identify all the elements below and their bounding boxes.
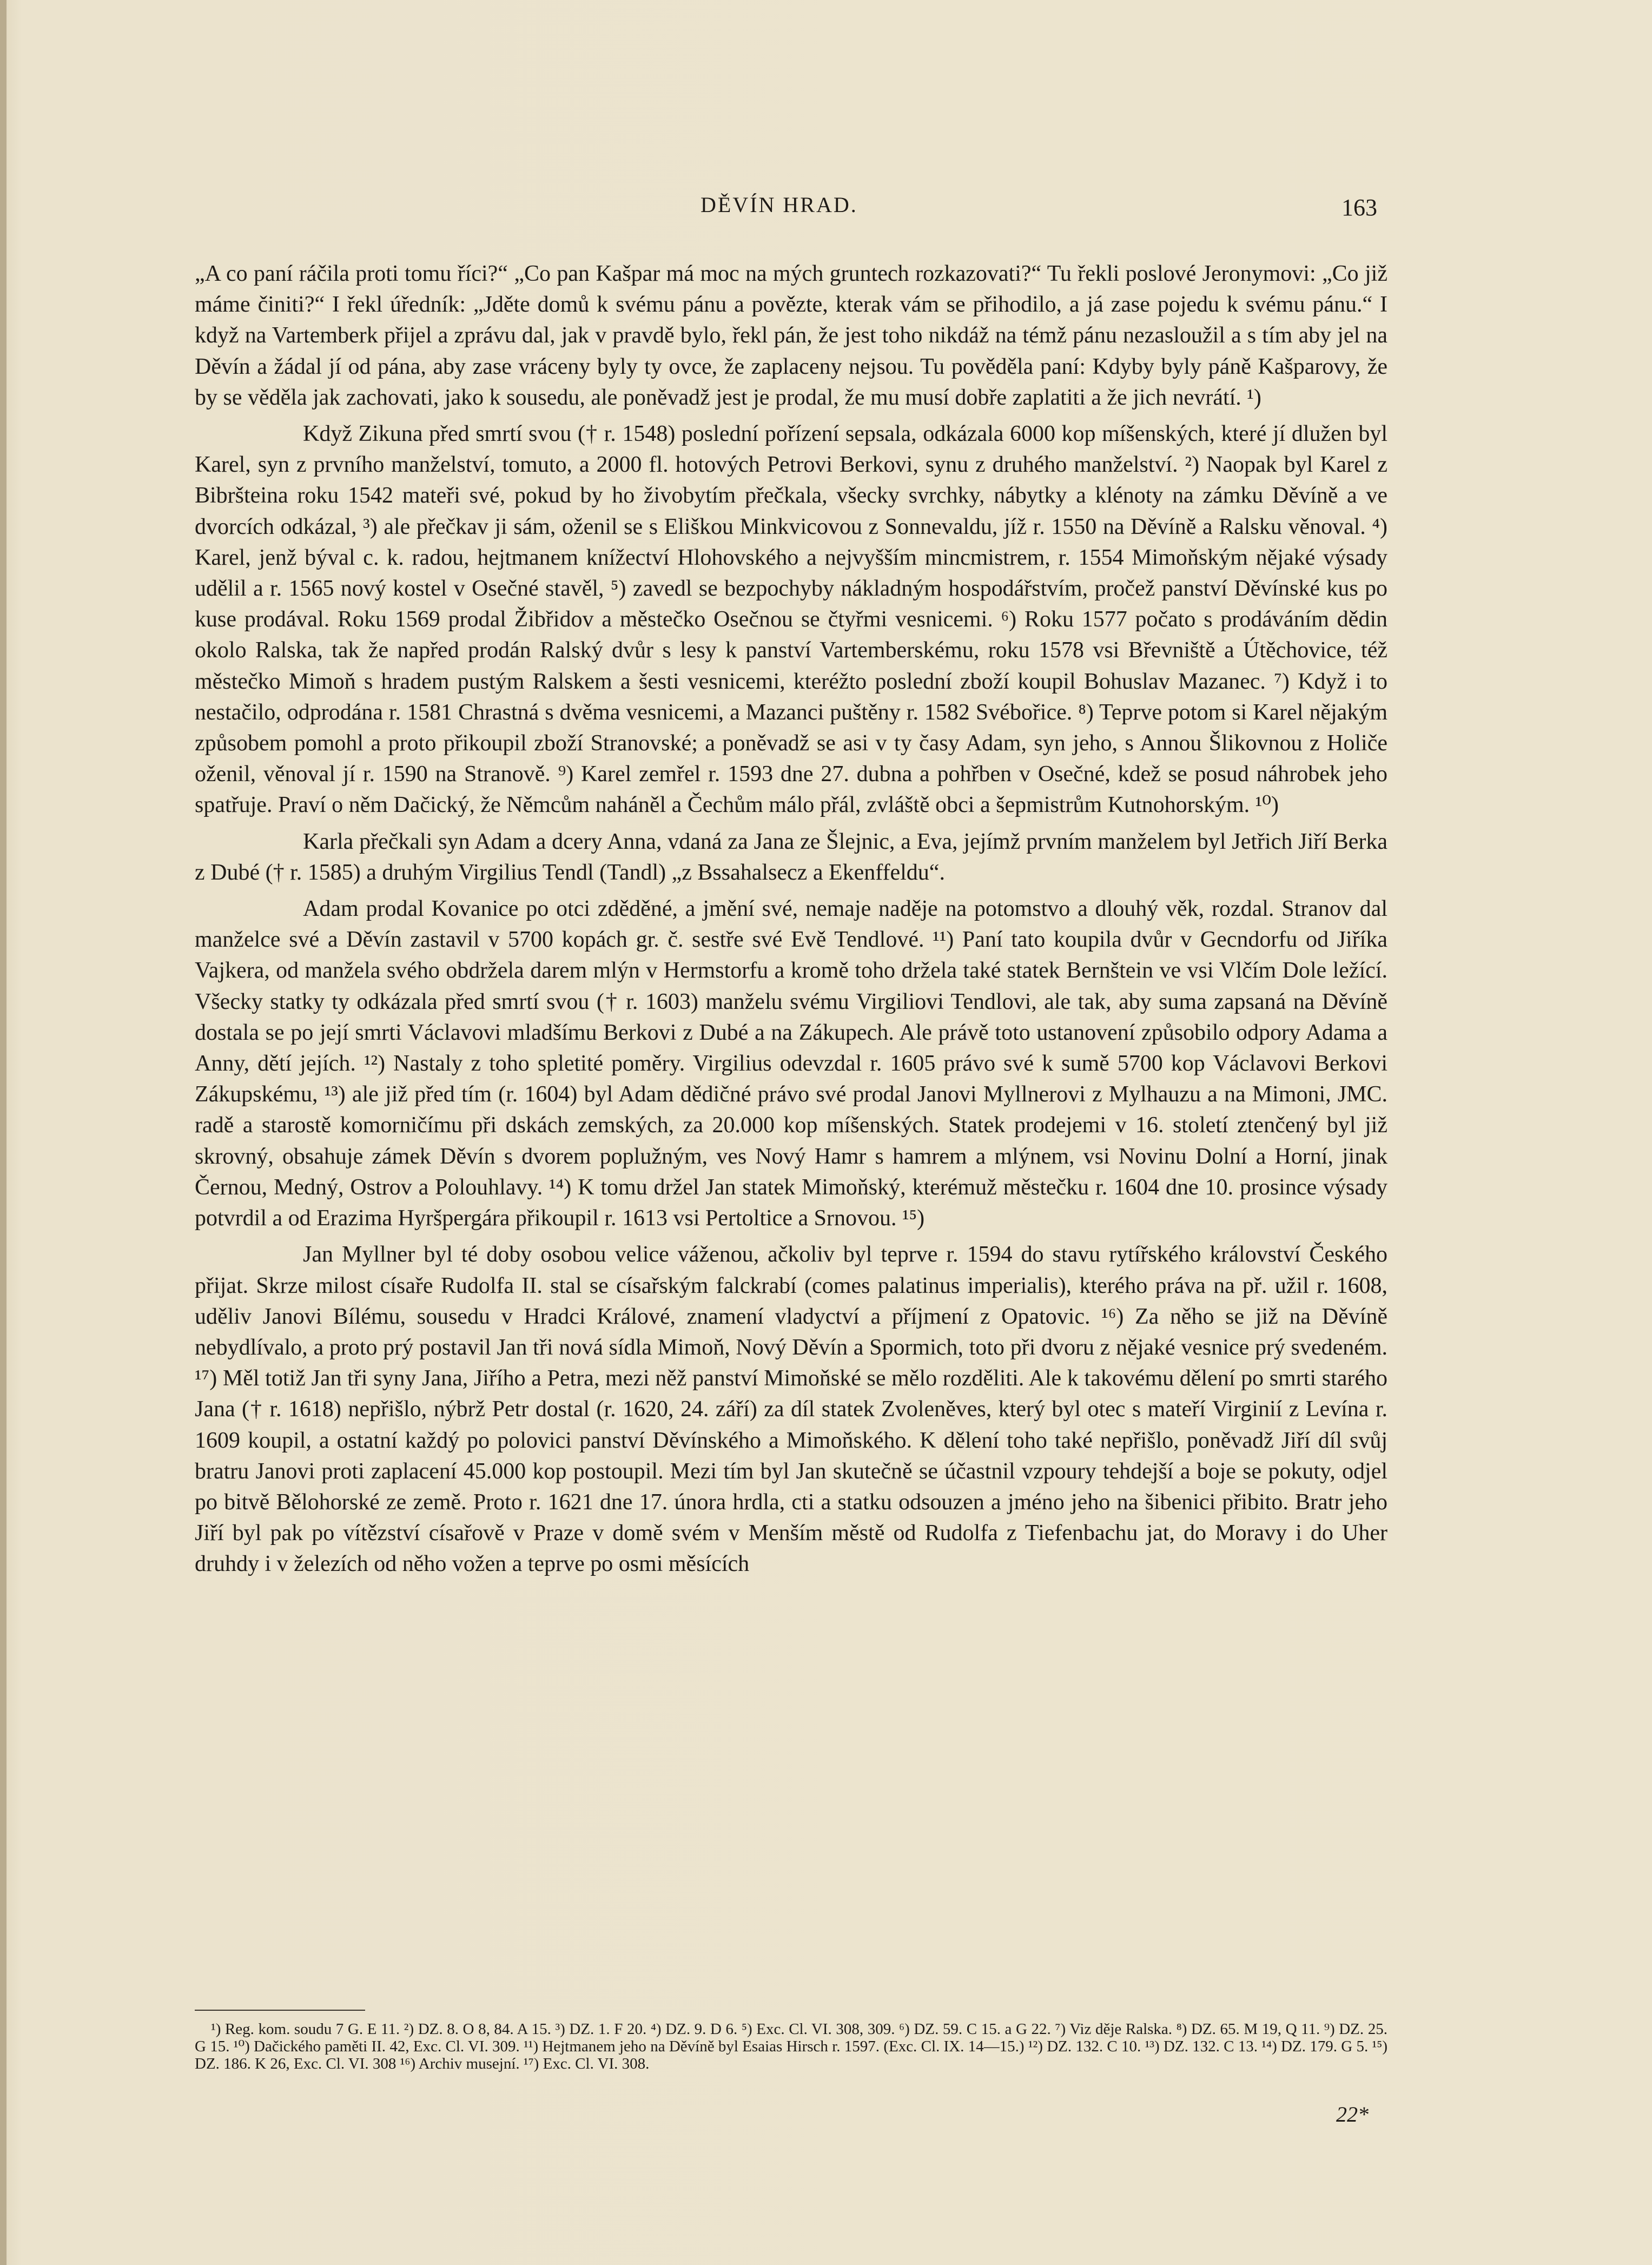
signature-mark: 22* (1336, 2102, 1369, 2127)
page-gutter-shadow (0, 0, 6, 2265)
footnote-rule (195, 2010, 365, 2011)
footnote-block: ¹) Reg. kom. soudu 7 G. E 11. ²) DZ. 8. O 8, 84. A 15. ³) DZ. 1. F 20. ⁴) DZ. 9. D 6. ⁵) Exc. Cl. VI. 308, 309. ⁶) DZ. 59. C 15. a G 22. ⁷) Viz děje Ralska. ⁸) DZ. 65. M 19, Q 11. ⁹) DZ. 25. G 15. ¹⁰) Dačického paměti II. 42, Exc. Cl. VI. 309. ¹¹) Hejtmanem jeho na Děvíně byl Esaias Hirsch r. 1597. (Exc. Cl. IX. 14—15.) ¹²) DZ. 132. C 10. ¹³) DZ. 132. C 13. ¹⁴) DZ. 179. G 5. ¹⁵) DZ. 186. K 26, Exc. Cl. VI. 308 ¹⁶) Archiv musejní. ¹⁷) Exc. Cl. VI. 308. (195, 2020, 1387, 2072)
paragraph-5: Jan Myllner byl té doby osobou velice váženou, ačkoliv byl teprve r. 1594 do stavu rytířského království Českého přijat. Skrze milost císaře Rudolfa II. stal se císařským falckrabí (comes palatinus imperialis), kterého práva na př. užil r. 1608, uděliv Janovi Bílému, sousedu v Hradci Králové, znamení vladyctví a příjmení z Opatovic. ¹⁶) Za něho se již na Děvíně nebydlívalo, a proto prý postavil Jan tři nová sídla Mimoň, Nový Děvín a Spormich, toto při dvoru z nějaké vesnice prý svedeném. ¹⁷) Měl totiž Jan tři syny Jana, Jiřího a Petra, mezi něž panství Mimoňské se mělo rozděliti. Ale k takovému dělení po smrti starého Jana († r. 1618) nepřišlo, nýbrž Petr dostal (r. 1620, 24. září) za díl statek Zvoleněves, který byl otec s mateří Virginií z Levína r. 1609 koupil, a ostatní každý po polovici panství Děvínského a Mimoňského. K dělení toho také nepřišlo, poněvadž Jiří díl svůj bratru Janovi proti zaplacení 45.000 kop postoupil. Mezi tím byl Jan skutečně se účastnil vzpoury tehdejší a boje se pokuty, odjel po bitvě Bělohorské ze země. Proto r. 1621 dne 17. února hrdla, cti a statku odsouzen a jméno jeho na šibenici přibito. Bratr jeho Jiří byl pak po vítězství císařově v Praze v domě svém v Menším městě od Rudolfa z Tiefenbachu jat, do Moravy i do Uher druhdy i v železích od něho vožen a teprve po osmi měsících (195, 1242, 1387, 1577)
page-number: 163 (1342, 194, 1377, 221)
paragraph-1: „A co paní ráčila proti tomu říci?“ „Co pan Kašpar má moc na mých gruntech rozkazovati?“ Tu řekli poslové Jeronymovi: „Co již máme činiti?“ I řekl úředník: „Jděte domů k svému pánu a povězte, kterak vám se přihodilo, a já zase pojedu k svému pánu.“ I když na Vartemberk přijel a zprávu dal, jak v pravdě bylo, řekl pán, že jest toho nikdáž na témž pánu nezasloužil a s tím aby jel na Děvín a žádal jí od pána, aby zase vráceny byly ty ovce, že zaplaceny nejsou. Tu pověděla paní: Kdyby byly páně Kašparovy, že by se věděla jak zachovati, jako k sousedu, ale poněvadž jest je prodal, že mu musí dobře zaplatiti a že jich nevrátí. ¹) (195, 261, 1387, 410)
paragraph-3: Karla přečkali syn Adam a dcery Anna, vdaná za Jana ze Šlejnic, a Eva, jejímž prvním manželem byl Jetřich Jiří Berka z Dubé († r. 1585) a druhým Virgilius Tendl (Tandl) „z Bssahalsecz a Ekenffeldu“. (195, 829, 1387, 885)
running-header: DĚVÍN HRAD. (701, 193, 858, 217)
paragraph-2: Když Zikuna před smrtí svou († r. 1548) poslední pořízení sepsala, odkázala 6000 kop míšenských, které jí dlužen byl Karel, syn z prvního manželství, tomuto, a 2000 fl. hotových Petrovi Berkovi, synu z druhého manželství. ²) Naopak byl Karel z Bibršteina roku 1542 mateři své, pokud by ho živobytím přečkala, všecky svrchky, nábytky a klénoty na zámku Děvíně a ve dvorcích odkázal, ³) ale přečkav ji sám, oženil se s Eliškou Minkvicovou z Sonnevaldu, jíž r. 1550 na Děvíně a Ralsku věnoval. ⁴) Karel, jenž býval c. k. radou, hejtmanem knížectví Hlohovského a nejvyšším mincmistrem, r. 1554 Mimoňským nějaké výsady udělil a r. 1565 nový kostel v Osečné stavěl, ⁵) zavedl se bezpochyby nákladným hospodářstvím, pročež panství Děvínské kus po kuse prodával. Roku 1569 prodal Žibřidov a městečko Osečnou se čtyřmi vesnicemi. ⁶) Roku 1577 počato s prodáváním dědin okolo Ralska, tak že napřed prodán Ralský dvůr s lesy k panství Vartemberskému, roku 1578 vsi Břevniště a Útěchovice, též městečko Mimoň s hradem pustým Ralskem a šesti vesnicemi, kteréžto poslední zboží koupil Bohuslav Mazanec. ⁷) Když i to nestačilo, odprodána r. 1581 Chrastná s dvěma vesnicemi, a Mazanci puštěny r. 1582 Svébořice. ⁸) Teprve potom si Karel nějakým způsobem pomohl a proto přikoupil zboží Stranovské; a poněvadž se asi v ty časy Adam, syn jeho, s Annou Šlikovnou z Holiče oženil, věnoval jí r. 1590 na Stranově. ⁹) Karel zemřel r. 1593 dne 27. dubna a pohřben v Osečné, kdež se posud náhrobek jeho spatřuje. Praví o něm Dačický, že Němcům naháněl a Čechům málo přál, zvláště obci a šepmistrům Kutnohorským. ¹⁰) (195, 421, 1387, 818)
paragraph-4: Adam prodal Kovanice po otci zděděné, a jmění své, nemaje naděje na potomstvo a dlouhý věk, rozdal. Stranov dal manželce své a Děvín zastavil v 5700 kopách gr. č. sestře své Evě Tendlové. ¹¹) Paní tato koupila dvůr v Gecndorfu od Jiříka Vajkera, od manžela svého obdržela darem mlýn v Hermstorfu a kromě toho držela také statek Bernštein ve vsi Vlčím Dole ležící. Všecky statky ty odkázala před smrtí svou († r. 1603) manželu svému Virgiliovi Tendlovi, ale tak, aby suma zapsaná na Děvíně dostala se po její smrti Václavovi mladšímu Berkovi z Dubé a na Zákupech. Ale právě toto ustanovení způsobilo odpory Adama a Anny, dětí jejích. ¹²) Nastaly z toho spletité poměry. Virgilius odevzdal r. 1605 právo své k sumě 5700 kop Václavovi Berkovi Zákupskému, ¹³) ale již před tím (r. 1604) byl Adam dědičné právo své prodal Janovi Myllnerovi z Mylhauzu a na Mimoni, JMC. radě a starostě komorničímu při dskách zemských, za 20.000 kop míšenských. Statek prodejemi v 16. století ztenčený byl již skrovný, obsahuje zámek Děvín s dvorem poplužným, ves Nový Hamr s hamrem a mlýnem, vsi Novinu Dolní a Horní, jinak Černou, Medný, Ostrov a Polouhlavy. ¹⁴) K tomu držel Jan statek Mimoňský, kterémuž městečku r. 1604 dne 10. prosince výsady potvrdil a od Erazima Hyršpergára přikoupil r. 1613 vsi Pertoltice a Srnovou. ¹⁵) (195, 896, 1387, 1231)
body-text (195, 259, 1387, 1586)
footnotes (195, 2020, 1387, 2072)
